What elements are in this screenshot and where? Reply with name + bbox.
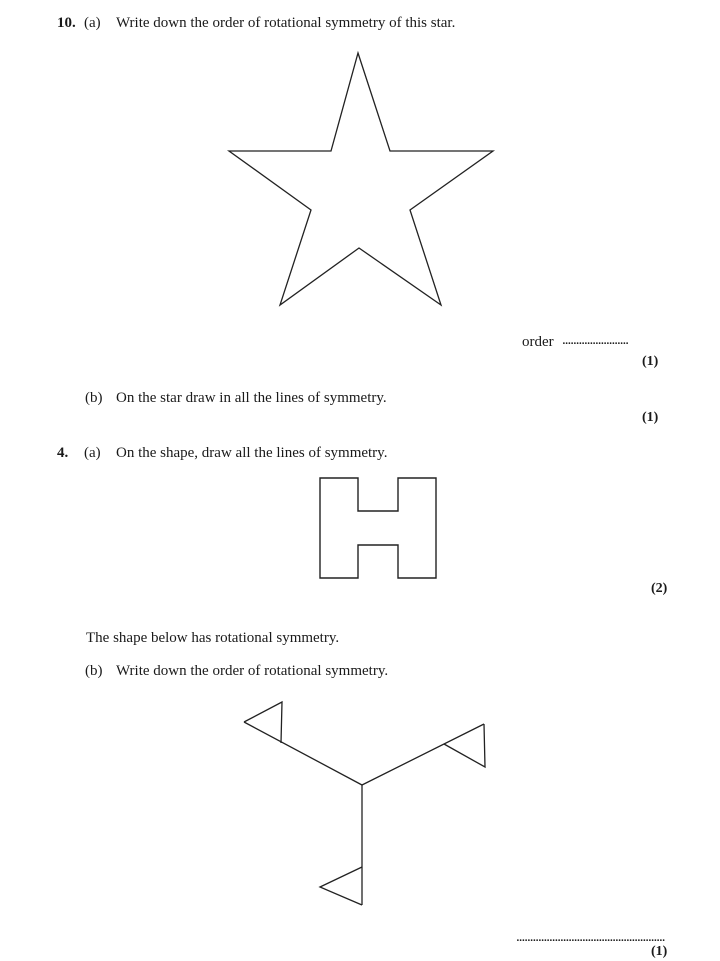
h-shape (320, 478, 436, 578)
q4-part-b-label: (b) (85, 663, 103, 679)
q4-part-a-marks: (2) (651, 581, 668, 596)
q4-intro-text: The shape below has rotational symmetry. (86, 630, 340, 646)
q10-order-label: order (522, 334, 554, 350)
q10-part-a-text: Write down the order of rotational symmetry of this star. (116, 15, 456, 31)
q10-answer-line[interactable]: ........................ (562, 332, 628, 348)
q10-number: 10. (57, 15, 76, 31)
q4-number: 4. (57, 445, 69, 461)
q4-part-b-marks: (1) (651, 944, 668, 959)
q10-part-b-label: (b) (85, 390, 103, 406)
q4-part-a-text: On the shape, draw all the lines of symmetry. (116, 445, 388, 461)
q4-part-a-label: (a) (84, 445, 101, 461)
q10-part-b-text: On the star draw in all the lines of symmetry. (116, 390, 387, 406)
q10-part-a-label: (a) (84, 15, 101, 31)
tri-arm-shape (244, 702, 485, 905)
q10-part-a-marks: (1) (642, 354, 659, 369)
q4-answer-line[interactable]: ...................................................... (516, 929, 665, 945)
q10-part-b-marks: (1) (642, 410, 659, 425)
star-shape (229, 53, 493, 305)
q4-part-b-text: Write down the order of rotational symmetry. (116, 663, 389, 679)
